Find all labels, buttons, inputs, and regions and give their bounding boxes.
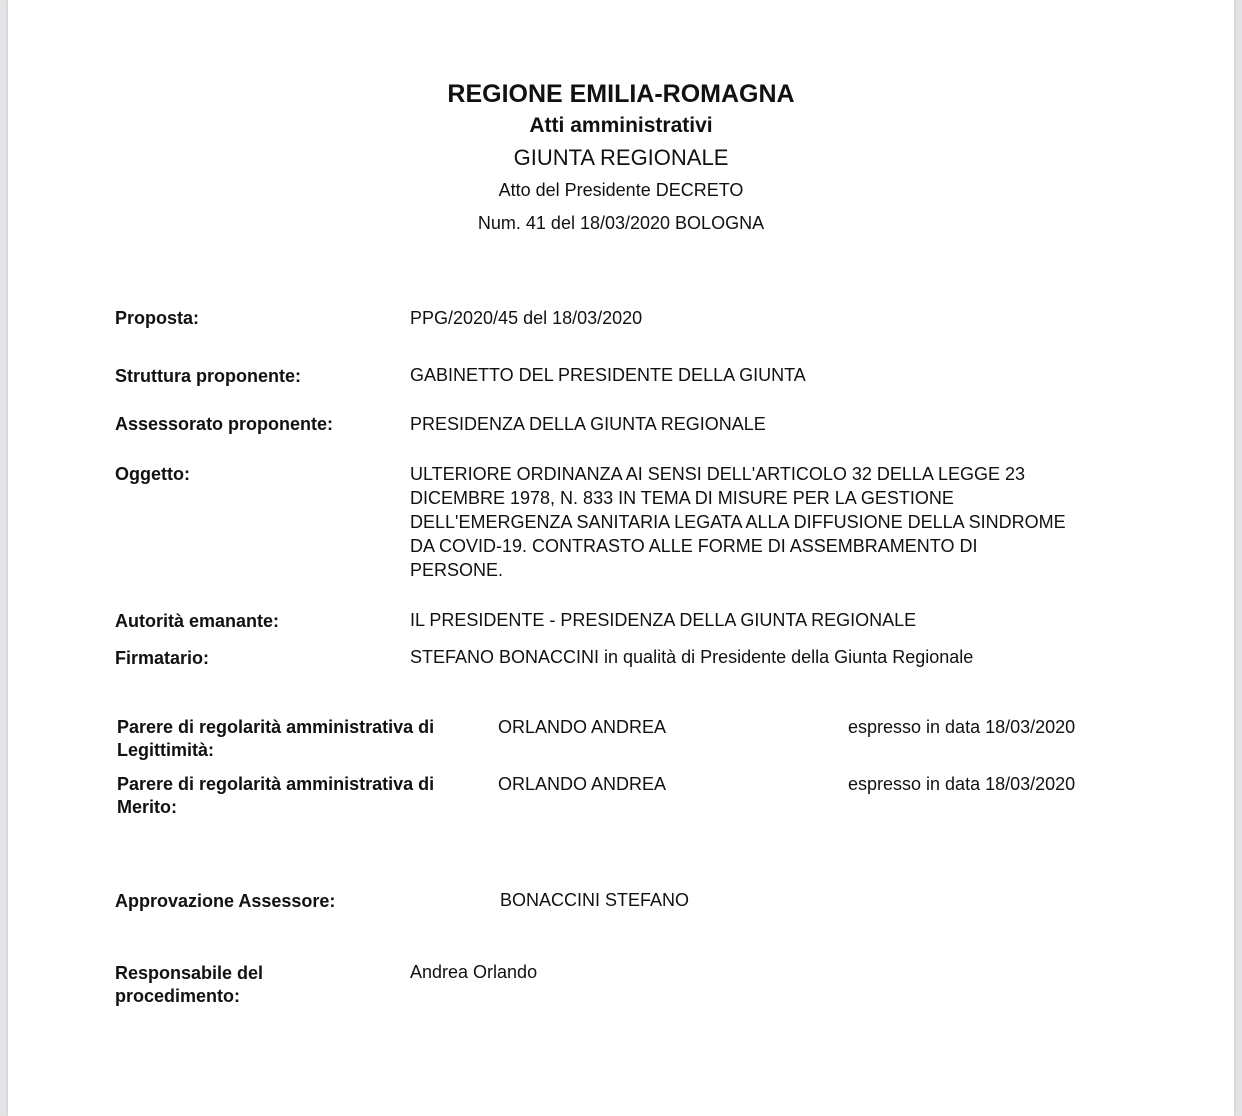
- oggetto-line: PERSONE.: [410, 560, 504, 580]
- parere-merito-date: espresso in data 18/03/2020: [848, 774, 1076, 794]
- autorita-value: IL PRESIDENTE - PRESIDENZA DELLA GIUNTA REGIONALE: [410, 610, 917, 630]
- proposta-label: Proposta:: [115, 308, 200, 328]
- oggetto-line: DICEMBRE 1978, N. 833 IN TEMA DI MISURE PER LA GESTIONE: [410, 488, 954, 508]
- region-title: REGIONE EMILIA-ROMAGNA: [447, 80, 795, 108]
- assessorato-label: Assessorato proponente:: [115, 414, 334, 434]
- responsabile-label-line: procedimento:: [115, 986, 241, 1006]
- oggetto-value: [410, 462, 1066, 582]
- body-title: GIUNTA REGIONALE: [513, 145, 729, 170]
- act-type: Atto del Presidente DECRETO: [498, 180, 744, 200]
- parere-label-line: Legittimità:: [117, 740, 214, 760]
- parere-legittimita-name: ORLANDO ANDREA: [498, 717, 667, 737]
- responsabile-value: Andrea Orlando: [410, 962, 538, 982]
- oggetto-line: ULTERIORE ORDINANZA AI SENSI DELL'ARTICOLO 32 DELLA LEGGE 23: [410, 464, 1025, 484]
- struttura-label: Struttura proponente:: [115, 366, 301, 386]
- approvazione-value: BONACCINI STEFANO: [500, 890, 690, 910]
- autorita-label: Autorità emanante:: [115, 611, 280, 631]
- oggetto-line: DELL'EMERGENZA SANITARIA LEGATA ALLA DIFFUSIONE DELLA SINDROME: [410, 512, 1066, 532]
- document-subtitle: Atti amministrativi: [529, 114, 713, 137]
- firmatario-value: STEFANO BONACCINI in qualità di Presidente della Giunta Regionale: [410, 647, 974, 667]
- responsabile-label-line: Responsabile del: [115, 963, 264, 983]
- assessorato-value: PRESIDENZA DELLA GIUNTA REGIONALE: [410, 414, 766, 434]
- parere-label-line: Parere di regolarità amministrativa di: [117, 717, 435, 737]
- parere-label-line: Merito:: [117, 797, 177, 817]
- parere-merito-name: ORLANDO ANDREA: [498, 774, 667, 794]
- responsabile-label: [115, 962, 263, 1008]
- struttura-value: GABINETTO DEL PRESIDENTE DELLA GIUNTA: [410, 365, 806, 385]
- parere-label-line: Parere di regolarità amministrativa di: [117, 774, 435, 794]
- proposta-value: PPG/2020/45 del 18/03/2020: [410, 308, 643, 328]
- oggetto-line: DA COVID-19. CONTRASTO ALLE FORME DI ASSEMBRAMENTO DI: [410, 536, 978, 556]
- parere-legittimita-date: espresso in data 18/03/2020: [848, 717, 1076, 737]
- oggetto-label: Oggetto:: [115, 464, 190, 484]
- approvazione-label: Approvazione Assessore:: [115, 891, 336, 911]
- firmatario-label: Firmatario:: [115, 648, 210, 668]
- parere-merito-label: [117, 773, 434, 819]
- parere-legittimita-label: [117, 716, 434, 762]
- act-number: Num. 41 del 18/03/2020 BOLOGNA: [477, 213, 765, 233]
